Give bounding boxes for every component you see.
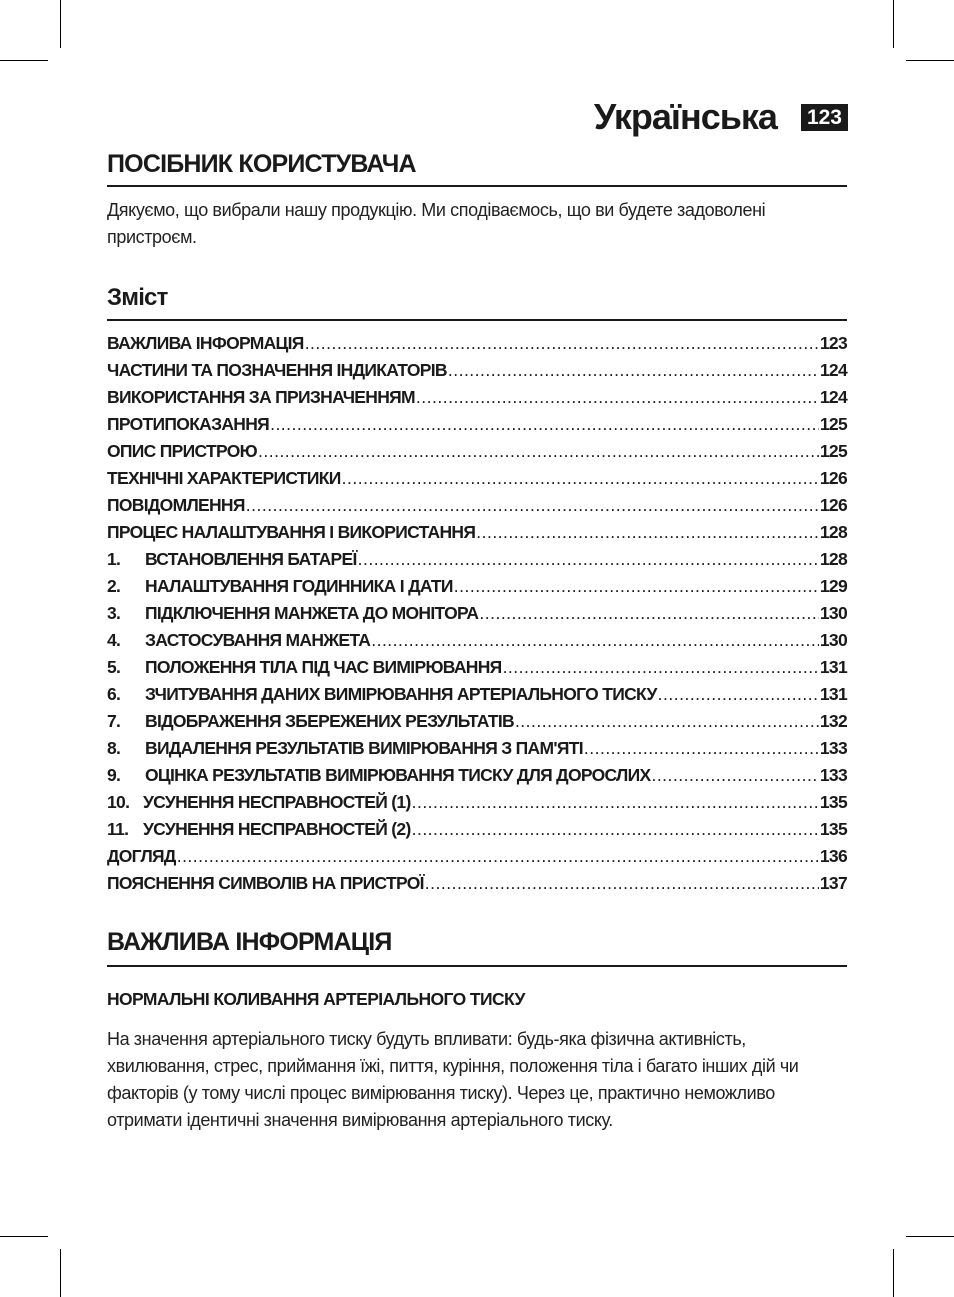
- contents-title: Зміст: [107, 284, 168, 311]
- toc-entry-page: 125: [819, 441, 847, 461]
- toc-entry[interactable]: [107, 543, 847, 570]
- toc-dot-leader: [270, 414, 819, 435]
- toc-entry[interactable]: [107, 489, 847, 516]
- divider: [107, 185, 847, 187]
- toc-dot-leader: [651, 765, 818, 786]
- toc-entry-title: ТЕХНІЧНІ ХАРАКТЕРИСТИКИ: [107, 468, 341, 488]
- toc-entry-title: ПРОТИПОКАЗАННЯ: [107, 414, 270, 434]
- crop-mark: [906, 60, 954, 61]
- contents-section: [107, 280, 847, 894]
- toc-entry[interactable]: [107, 381, 847, 408]
- toc-entry[interactable]: [107, 435, 847, 462]
- toc-entry-page: 133: [819, 738, 847, 758]
- toc-entry-number: 2.: [107, 576, 121, 596]
- toc-entry[interactable]: [107, 597, 847, 624]
- toc-dot-leader: [416, 387, 819, 408]
- toc-entry[interactable]: [107, 678, 847, 705]
- toc-dot-leader: [258, 441, 819, 462]
- toc-entry-number: 5.: [107, 657, 121, 677]
- toc-entry-title: ДОГЛЯД: [107, 846, 176, 866]
- toc-entry-page: 136: [819, 846, 847, 866]
- toc-entry-title: ЗАСТОСУВАННЯ МАНЖЕТА: [145, 630, 371, 650]
- important-section: [107, 924, 847, 1134]
- toc-entry-number: 6.: [107, 684, 121, 704]
- toc-entry-title: НАЛАШТУВАННЯ ГОДИННИКА І ДАТИ: [145, 576, 453, 596]
- toc-entry-title: ВІДОБРАЖЕННЯ ЗБЕРЕЖЕНИХ РЕЗУЛЬТАТІВ: [145, 711, 514, 731]
- toc-entry-number: 11.: [107, 819, 129, 839]
- toc-entry-page: 128: [819, 522, 847, 542]
- toc-entry-title: ПОЯСНЕННЯ СИМВОЛІВ НА ПРИСТРОЇ: [107, 873, 424, 893]
- toc-entry[interactable]: [107, 570, 847, 597]
- toc-dot-leader: [448, 360, 819, 381]
- toc-entry-title: ВСТАНОВЛЕННЯ БАТАРЕЇ: [145, 549, 357, 569]
- toc-entry-page: 126: [819, 468, 847, 488]
- toc-dot-leader: [515, 711, 819, 732]
- toc-entry-title: ЧАСТИНИ ТА ПОЗНАЧЕННЯ ІНДИКАТОРІВ: [107, 360, 447, 380]
- crop-mark: [0, 1236, 48, 1237]
- toc-entry-title: ПРОЦЕС НАЛАШТУВАННЯ І ВИКОРИСТАННЯ: [107, 522, 476, 542]
- toc-entry-title: ПОВІДОМЛЕННЯ: [107, 495, 245, 515]
- toc-entry[interactable]: [107, 354, 847, 381]
- toc-entry-title: ВАЖЛИВА ІНФОРМАЦІЯ: [107, 333, 304, 353]
- toc-entry-title: ПОЛОЖЕННЯ ТІЛА ПІД ЧАС ВИМІРЮВАННЯ: [145, 657, 502, 677]
- crop-mark: [906, 1236, 954, 1237]
- toc-entry-page: 133: [819, 765, 847, 785]
- toc-entry-title: ЗЧИТУВАННЯ ДАНИХ ВИМІРЮВАННЯ АРТЕРІАЛЬНОГО ТИСКУ: [145, 684, 657, 704]
- toc-dot-leader: [342, 468, 819, 489]
- page-number-badge: 123: [801, 104, 848, 131]
- toc-dot-leader: [412, 792, 819, 813]
- toc-entry[interactable]: [107, 516, 847, 543]
- toc-dot-leader: [584, 738, 819, 759]
- toc-entry[interactable]: [107, 867, 847, 894]
- guide-section: [107, 146, 847, 251]
- toc-entry-page: 123: [819, 333, 847, 353]
- toc-entry-page: 124: [819, 387, 847, 407]
- intro-text: Дякуємо, що вибрали нашу продукцію. Ми сподіваємось, що ви будете задоволені пристроєм.: [107, 200, 766, 247]
- toc-dot-leader: [479, 603, 819, 624]
- toc-entry-page: 125: [819, 414, 847, 434]
- toc-entry[interactable]: [107, 840, 847, 867]
- toc-dot-leader: [658, 684, 819, 705]
- toc-entry-page: 130: [819, 603, 847, 623]
- toc-entry[interactable]: [107, 462, 847, 489]
- toc-entry-page: 126: [819, 495, 847, 515]
- divider: [107, 965, 847, 967]
- toc-dot-leader: [476, 522, 819, 543]
- toc-entry[interactable]: [107, 813, 847, 840]
- crop-mark: [60, 1249, 61, 1297]
- divider: [107, 319, 847, 321]
- toc-entry-page: 131: [819, 657, 847, 677]
- toc-entry[interactable]: [107, 327, 847, 354]
- toc-entry-page: 130: [819, 630, 847, 650]
- toc-entry[interactable]: [107, 624, 847, 651]
- crop-mark: [60, 0, 61, 48]
- toc-entry[interactable]: [107, 705, 847, 732]
- toc-dot-leader: [358, 549, 819, 570]
- toc-dot-leader: [454, 576, 819, 597]
- toc-dot-leader: [412, 819, 819, 840]
- toc-dot-leader: [246, 495, 819, 516]
- toc-entry-page: 128: [819, 549, 847, 569]
- toc-entry-page: 132: [819, 711, 847, 731]
- toc-entry-number: 3.: [107, 603, 121, 623]
- toc-dot-leader: [177, 846, 819, 867]
- toc-dot-leader: [425, 873, 819, 894]
- table-of-contents: [107, 327, 847, 894]
- toc-entry[interactable]: [107, 786, 847, 813]
- toc-dot-leader: [371, 630, 819, 651]
- toc-dot-leader: [305, 333, 819, 354]
- toc-entry-page: 129: [819, 576, 847, 596]
- toc-dot-leader: [503, 657, 819, 678]
- crop-mark: [0, 60, 48, 61]
- page-header: [594, 96, 848, 138]
- important-paragraph: На значення артеріального тиску будуть впливати: будь-яка фізична активність, хвилювання, стрес, приймання їжі, пиття, куріння, положення тіла і багато інших дій чи факторів (у тому числі процес вимірювання тиску). Через це, практично неможливо отримати ідентичні значення вимірювання артеріального тиску.: [107, 1029, 799, 1130]
- toc-entry-title: УСУНЕННЯ НЕСПРАВНОСТЕЙ (1): [143, 792, 411, 812]
- crop-mark: [893, 0, 894, 48]
- toc-entry-page: 135: [819, 792, 847, 812]
- toc-entry-number: 10.: [107, 792, 130, 812]
- toc-entry-page: 124: [819, 360, 847, 380]
- toc-entry[interactable]: [107, 651, 847, 678]
- toc-entry-page: 135: [819, 819, 847, 839]
- important-subtitle: НОРМАЛЬНІ КОЛИВАННЯ АРТЕРІАЛЬНОГО ТИСКУ: [107, 989, 525, 1009]
- language-title: Українська: [593, 96, 777, 137]
- toc-entry-number: 1.: [107, 549, 121, 569]
- toc-entry[interactable]: [107, 732, 847, 759]
- toc-entry-number: 7.: [107, 711, 121, 731]
- toc-entry-title: УСУНЕННЯ НЕСПРАВНОСТЕЙ (2): [143, 819, 411, 839]
- toc-entry[interactable]: [107, 759, 847, 786]
- toc-entry-number: 8.: [107, 738, 121, 758]
- toc-entry-title: ВИДАЛЕННЯ РЕЗУЛЬТАТІВ ВИМІРЮВАННЯ З ПАМ'ЯТІ: [145, 738, 583, 758]
- toc-entry-page: 137: [819, 873, 847, 893]
- toc-entry-title: ОПИС ПРИСТРОЮ: [107, 441, 257, 461]
- crop-mark: [893, 1249, 894, 1297]
- toc-entry-number: 9.: [107, 765, 121, 785]
- toc-entry-number: 4.: [107, 630, 121, 650]
- toc-entry-title: ВИКОРИСТАННЯ ЗА ПРИЗНАЧЕННЯМ: [107, 387, 415, 407]
- toc-entry[interactable]: [107, 408, 847, 435]
- toc-entry-title: ПІДКЛЮЧЕННЯ МАНЖЕТА ДО МОНІТОРА: [145, 603, 479, 623]
- important-title: ВАЖЛИВА ІНФОРМАЦІЯ: [107, 928, 392, 956]
- guide-title: ПОСІБНИК КОРИСТУВАЧА: [107, 150, 416, 178]
- toc-entry-title: ОЦІНКА РЕЗУЛЬТАТІВ ВИМІРЮВАННЯ ТИСКУ ДЛЯ ДОРОСЛИХ: [145, 765, 651, 785]
- toc-entry-page: 131: [819, 684, 847, 704]
